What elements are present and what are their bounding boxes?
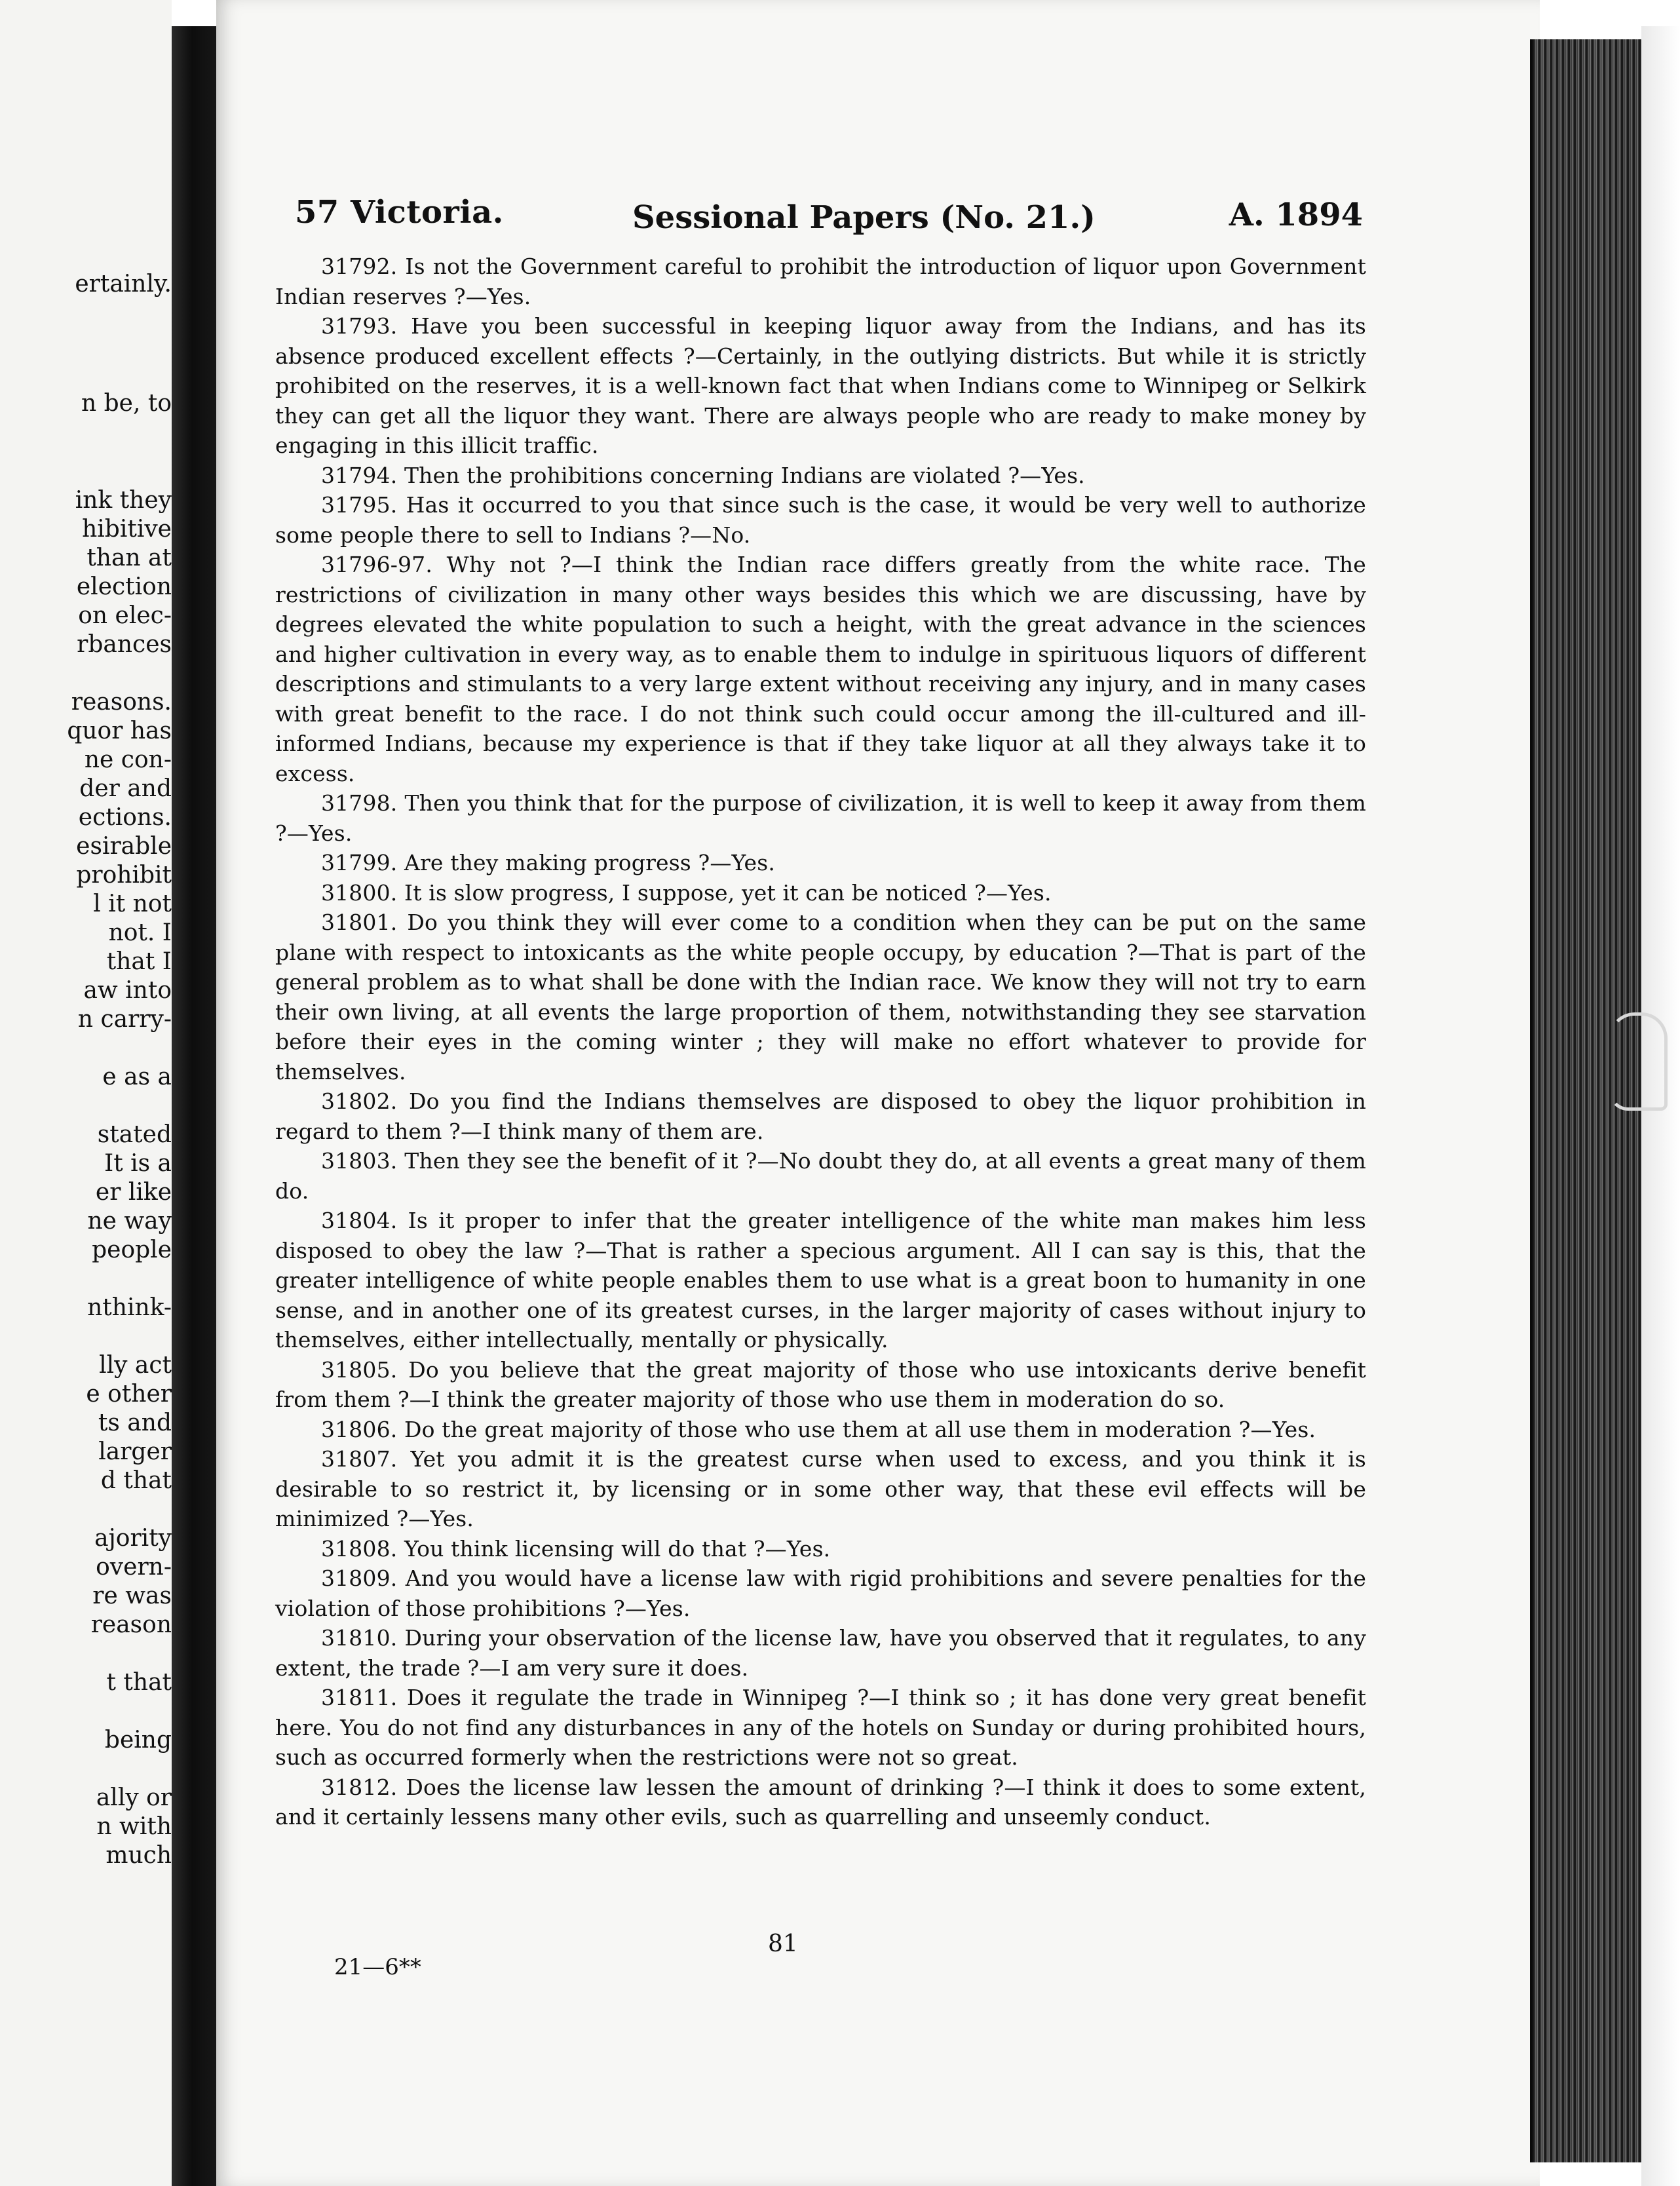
- facing-page-line: ertainly.: [75, 271, 172, 297]
- facing-page-line: n carry-: [77, 1006, 172, 1033]
- facing-page-line: quor has: [67, 718, 172, 744]
- facing-page-line: being: [104, 1727, 172, 1754]
- header-year: A. 1894: [1229, 197, 1363, 233]
- facing-page-line: not. I: [108, 919, 172, 946]
- paragraph-31794: 31794. Then the prohibitions concerning Indians are violated ?—Yes.: [321, 462, 1085, 488]
- facing-page-line: ink they: [75, 487, 172, 514]
- paragraph-31796-97: 31796-97. Why not ?—I think the Indian race differs greatly from the white race. The restrictions of civilization in many other ways besides this which we are discussing, have by degrees elevated the white population to such a height, with the great advance in the sciences and higher cultivation in every way, as to enable them to indulge in spirituous liquors of different descriptions and stimulants to a very large extent without receiving any injury, and in many cases with great benefit to the race. I do not think such could occur among the ill-cultured and ill-informed Indians, because my experience is that if they take liquor at all they always take it to excess.: [275, 552, 1366, 786]
- facing-page-line: than at: [86, 545, 172, 571]
- facing-page-line: e as a: [102, 1064, 172, 1090]
- facing-page-line: much: [105, 1842, 172, 1869]
- paragraph-31812: 31812. Does the license law lessen the amount of drinking ?—I think it does to some extent, and it certainly lessens many other evils, such as quarrelling and unseemly conduct.: [275, 1774, 1366, 1830]
- facing-page-line: ally or: [96, 1784, 172, 1811]
- facing-page-line: hibitive: [82, 516, 172, 543]
- printer-signature: 21—6**: [334, 1954, 421, 1980]
- facing-page-line: ne way: [87, 1208, 172, 1235]
- facing-page-line: reason: [90, 1611, 172, 1638]
- page-body: [275, 252, 1366, 1832]
- paragraph-31792: 31792. Is not the Government careful to prohibit the introduction of liquor upon Government Indian reserves ?—Yes.: [275, 254, 1366, 309]
- facing-page-line: re was: [92, 1582, 172, 1609]
- paragraph-31808: 31808. You think licensing will do that ?—Yes.: [321, 1535, 831, 1562]
- facing-page-line: election: [76, 573, 172, 600]
- header-title: Sessional Papers (No. 21.): [632, 199, 1096, 236]
- paragraph-31800: 31800. It is slow progress, I suppose, yet it can be noticed ?—Yes.: [321, 879, 1052, 906]
- facing-page-line: ne con-: [84, 746, 172, 773]
- paragraph-31810: 31810. During your observation of the license law, have you observed that it regulates, to any extent, the trade ?—I am very sure it does.: [275, 1625, 1366, 1681]
- facing-page-line: lly act: [99, 1352, 172, 1379]
- page-number: 81: [768, 1930, 798, 1957]
- facing-page-line: er like: [95, 1179, 172, 1206]
- facing-page-line: n be, to: [81, 390, 172, 417]
- paragraph-31803: 31803. Then they see the benefit of it ?—No doubt they do, at all events a great many of them do.: [275, 1148, 1366, 1204]
- running-header: [295, 194, 1363, 240]
- facing-page-line: people: [92, 1237, 172, 1263]
- paragraph-31806: 31806. Do the great majority of those who use them at all use them in moderation ?—Yes.: [321, 1416, 1316, 1442]
- facing-page-line: e other: [86, 1381, 172, 1408]
- paragraph-31802: 31802. Do you find the Indians themselves are disposed to obey the liquor prohibition in regard to them ?—I think many of them are.: [275, 1088, 1366, 1144]
- facing-page-line: t that: [106, 1669, 172, 1696]
- paragraph-31807: 31807. Yet you admit it is the greatest curse when used to excess, and you think it is desirable to so restrict it, by licensing or in some other way, that these evil effects will be minimized ?—Yes.: [275, 1446, 1366, 1531]
- facing-page-line: n with: [96, 1813, 172, 1840]
- paragraph-31804: 31804. Is it proper to infer that the greater intelligence of the white man makes him less disposed to obey the law ?—That is rather a specious argument. All I can say is this, that the greater intelligence of white people enables them to use what is a great boon to humanity in one sense, and in another one of its greatest curses, in the larger majority of cases without injury to themselves, either intellectually, mentally or physically.: [275, 1208, 1366, 1352]
- book-gutter: [172, 26, 223, 2186]
- facing-page-line: ajority: [94, 1525, 172, 1552]
- facing-page-line: larger: [98, 1438, 172, 1465]
- facing-page-line: nthink-: [87, 1294, 172, 1321]
- facing-page-line: ts and: [98, 1409, 172, 1436]
- facing-page-line: that I: [106, 948, 172, 975]
- facing-page-fragment: [0, 0, 172, 2186]
- facing-page-line: l it not: [93, 891, 172, 917]
- paragraph-31811: 31811. Does it regulate the trade in Winnipeg ?—I think so ; it has done very great benefit here. You do not find any disturbances in any of the hotels on Sunday or during prohibited hours, such as occurred formerly when the restrictions were not so great.: [275, 1685, 1366, 1770]
- facing-page-line: overn-: [96, 1554, 172, 1581]
- facing-page-line: aw into: [83, 977, 172, 1004]
- paragraph-31798: 31798. Then you think that for the purpose of civilization, it is well to keep it away from them ?—Yes.: [275, 790, 1366, 846]
- facing-page-line: d that: [100, 1467, 172, 1494]
- facing-page-line: on elec-: [78, 602, 172, 629]
- paragraph-31793: 31793. Have you been successful in keeping liquor away from the Indians, and has its absence produced excellent effects ?—Certainly, in the outlying districts. But while it is strictly prohibited on the reserves, it is a well-known fact that when Indians come to Winnipeg or Selkirk they can get all the liquor they want. There are always people who are ready to make money by engaging in this illicit traffic.: [275, 313, 1366, 458]
- facing-page-line: reasons.: [71, 689, 172, 716]
- facing-page-line: ections.: [78, 804, 172, 831]
- facing-page-line: It is a: [104, 1150, 172, 1177]
- header-volume: 57 Victoria.: [295, 194, 504, 231]
- paragraph-31805: 31805. Do you believe that the great majority of those who use intoxicants derive benefit from them ?—I think the greater majority of those who use them in moderation do so.: [275, 1356, 1366, 1412]
- facing-page-line: prohibit: [76, 862, 172, 889]
- paragraph-31799: 31799. Are they making progress ?—Yes.: [321, 850, 775, 875]
- facing-page-line: esirable: [76, 833, 172, 860]
- facing-page-line: rbances: [77, 631, 172, 658]
- thread-mark: [1609, 1012, 1668, 1111]
- facing-page-line: stated: [97, 1121, 172, 1148]
- paragraph-31809: 31809. And you would have a license law with rigid prohibitions and severe penalties for the violation of those prohibitions ?—Yes.: [275, 1565, 1366, 1621]
- paragraph-31795: 31795. Has it occurred to you that since such is the case, it would be very well to authorize some people there to sell to Indians ?—No.: [275, 492, 1366, 548]
- paragraph-31801: 31801. Do you think they will ever come to a condition when they can be put on the same plane with respect to intoxicants as the white people occupy, by education ?—That is part of the general problem as to what shall be done with the Indian race. We know they will not try to earn their own living, at all events the large proportion of them, notwithstanding they see starvation before their eyes in the coming winter ; they will make no effort whatever to provide for themselves.: [275, 910, 1366, 1084]
- facing-page-line: der and: [79, 775, 172, 802]
